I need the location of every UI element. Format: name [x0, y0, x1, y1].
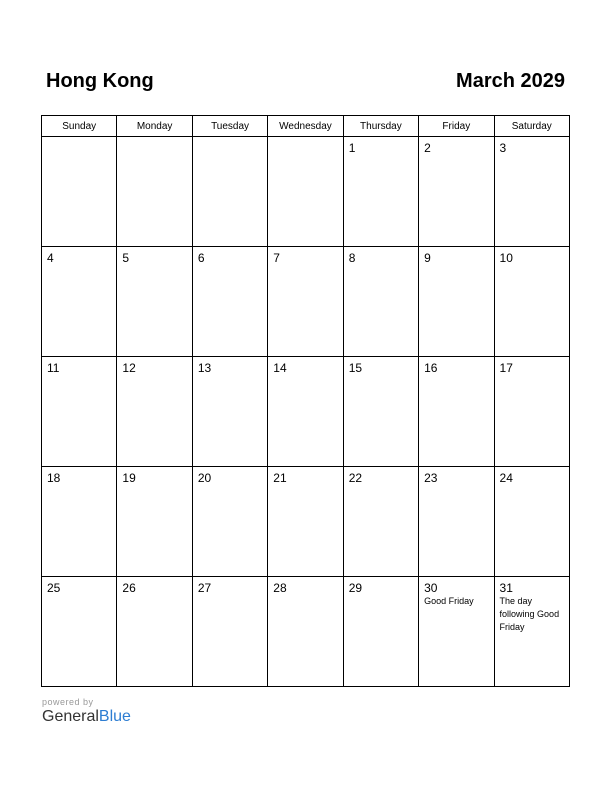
day-number: 28 [273, 581, 287, 595]
day-cell [117, 467, 192, 577]
day-cell-content [117, 357, 191, 466]
calendar-grid [41, 115, 570, 687]
day-cell [419, 247, 494, 357]
day-number: 5 [122, 251, 130, 265]
day-number: 12 [122, 361, 136, 375]
day-cell [343, 357, 418, 467]
day-number: 10 [499, 251, 513, 265]
day-cell [343, 137, 418, 247]
day-cell-content [495, 247, 569, 356]
day-cell-content [495, 577, 569, 686]
day-cell-content [193, 357, 267, 466]
day-cell-content [344, 247, 418, 356]
day-cell-content [344, 137, 418, 246]
day-number: 7 [273, 251, 280, 265]
day-number: 14 [273, 361, 287, 375]
day-cell-content [495, 467, 569, 576]
day-cell [117, 247, 192, 357]
day-number: 31 [499, 581, 513, 595]
brand-logo [42, 708, 142, 726]
day-cell [268, 467, 343, 577]
day-cell [117, 577, 192, 687]
day-cell [494, 357, 569, 467]
day-cell [268, 247, 343, 357]
day-cell [494, 467, 569, 577]
day-cell-content [42, 577, 116, 686]
calendar-header [46, 70, 565, 100]
day-cell-content [193, 137, 267, 246]
day-cell [419, 137, 494, 247]
day-number: 11 [47, 361, 60, 375]
day-cell-content [495, 357, 569, 466]
weekday-sunday: Sunday [42, 116, 117, 137]
day-number: 2 [424, 141, 431, 155]
day-cell-content [268, 247, 342, 356]
day-cell [42, 577, 117, 687]
day-number: 13 [197, 361, 212, 375]
day-cell-content [193, 247, 267, 356]
day-cell-content [42, 137, 116, 246]
day-cell-content [268, 357, 342, 466]
day-number: 16 [424, 361, 438, 375]
day-number: 23 [424, 471, 438, 485]
day-cell [419, 577, 494, 687]
day-cell [117, 357, 192, 467]
day-cell [192, 137, 267, 247]
day-cell [494, 247, 569, 357]
day-cell [42, 467, 117, 577]
day-cell-content [495, 137, 569, 246]
day-cell-content [344, 357, 418, 466]
day-cell [268, 577, 343, 687]
day-cell [192, 577, 267, 687]
day-number: 17 [499, 361, 513, 375]
day-cell-content [419, 467, 493, 576]
day-cell-content [42, 247, 116, 356]
day-cell-content [419, 577, 493, 686]
day-cell [494, 577, 569, 687]
holiday-label: The day following Good Friday [499, 596, 560, 632]
day-cell [494, 137, 569, 247]
day-cell-content [193, 467, 267, 576]
holiday-label: Good Friday [424, 596, 474, 606]
day-cell-content [419, 357, 493, 466]
week-row [42, 247, 570, 357]
weekday-wednesday: Wednesday [268, 116, 343, 137]
day-number: 25 [47, 581, 61, 595]
week-row [42, 357, 570, 467]
weekday-friday: Friday [419, 116, 494, 137]
day-number: 6 [197, 251, 205, 265]
weekday-header-row [42, 116, 570, 137]
weekday-tuesday: Tuesday [192, 116, 267, 137]
day-cell-content [117, 577, 191, 686]
day-cell [192, 467, 267, 577]
day-cell [268, 357, 343, 467]
day-cell [419, 357, 494, 467]
day-cell-content [344, 577, 418, 686]
day-cell-content [344, 467, 418, 576]
region-title: Hong Kong [46, 70, 154, 92]
brand-general: General [42, 708, 99, 725]
week-row [42, 577, 570, 687]
day-cell [192, 357, 267, 467]
footer-brand [42, 697, 142, 726]
day-number: 27 [197, 581, 212, 595]
month-title: March 2029 [456, 70, 565, 92]
day-cell [42, 357, 117, 467]
day-cell [42, 247, 117, 357]
day-cell [117, 137, 192, 247]
day-cell [192, 247, 267, 357]
weekday-monday: Monday [117, 116, 192, 137]
week-row [42, 137, 570, 247]
day-cell-content [268, 467, 342, 576]
day-cell-content [117, 247, 191, 356]
day-cell-content [117, 467, 191, 576]
day-number: 3 [499, 141, 507, 155]
day-number: 21 [273, 471, 287, 485]
day-number: 30 [424, 581, 438, 595]
day-cell [268, 137, 343, 247]
weekday-thursday: Thursday [343, 116, 418, 137]
day-cell-content [419, 137, 493, 246]
brand-blue: Blue [98, 708, 131, 725]
day-cell [343, 247, 418, 357]
day-cell-content [42, 467, 116, 576]
day-number: 15 [348, 361, 363, 375]
day-cell-content [193, 577, 267, 686]
day-number: 19 [122, 471, 136, 485]
day-number: 18 [47, 471, 61, 485]
day-number: 22 [348, 471, 363, 485]
weekday-saturday: Saturday [494, 116, 569, 137]
day-number: 20 [197, 471, 212, 485]
day-number: 26 [122, 581, 136, 595]
day-cell-content [268, 137, 342, 246]
day-cell-content [419, 247, 493, 356]
day-cell [419, 467, 494, 577]
day-number: 1 [348, 141, 356, 155]
day-number: 8 [348, 251, 356, 265]
day-cell [343, 577, 418, 687]
day-cell-content [268, 577, 342, 686]
day-number: 29 [348, 581, 363, 595]
day-cell [42, 137, 117, 247]
day-cell [343, 467, 418, 577]
week-row [42, 467, 570, 577]
powered-by-text: powered by [42, 697, 94, 707]
day-cell-content [42, 357, 116, 466]
day-number: 9 [424, 251, 431, 265]
day-number: 4 [47, 251, 54, 265]
day-number: 24 [499, 471, 513, 485]
day-cell-content [117, 137, 191, 246]
